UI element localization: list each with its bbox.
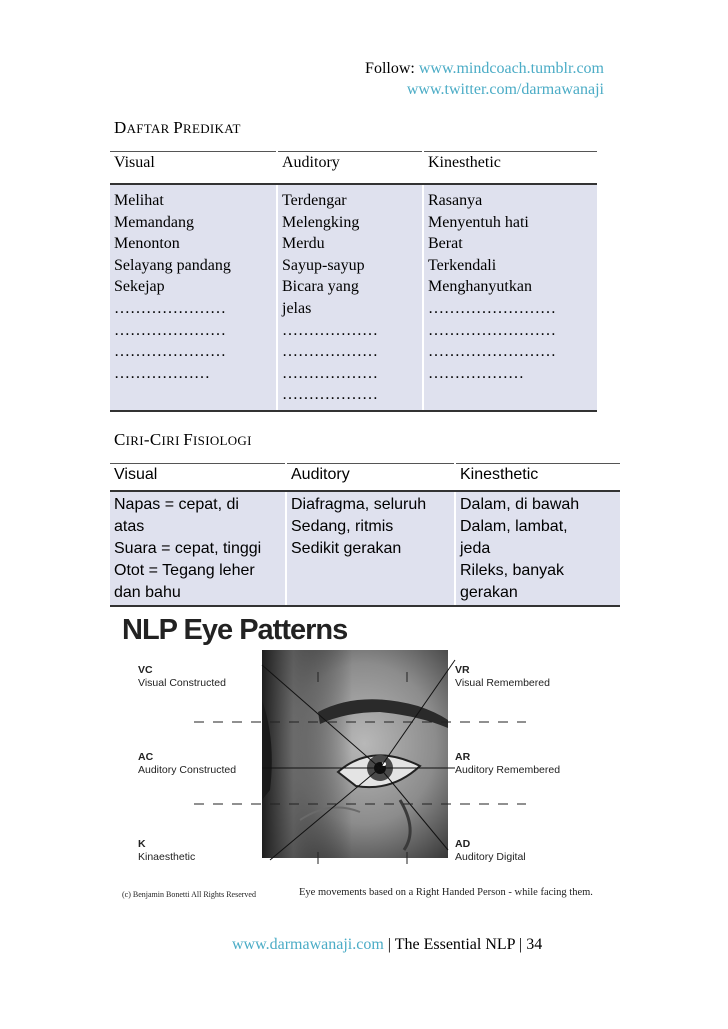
column-header-kinesthetic: Kinesthetic xyxy=(455,464,620,492)
figure-title: NLP Eye Patterns xyxy=(122,614,348,646)
column-header-kinesthetic: Kinesthetic xyxy=(423,152,597,185)
footer-link[interactable]: www.darmawanaji.com xyxy=(232,936,384,953)
label-auditory-constructed: AC Auditory Constructed xyxy=(138,751,237,776)
label-kinaesthetic: K Kinaesthetic xyxy=(138,838,196,863)
auditory-physiology: Diafragma, seluruh Sedang, ritmis Sedikit gerakan xyxy=(286,491,455,606)
label-auditory-remembered: AR Auditory Remembered xyxy=(455,751,561,776)
visual-physiology: Napas = cepat, di atas Suara = cepat, tinggi Otot = Tegang leher dan bahu xyxy=(110,491,286,606)
column-header-visual: Visual xyxy=(110,152,277,185)
column-header-visual: Visual xyxy=(110,464,286,492)
auditory-predicates: Terdengar Melengking Merdu Sayup-sayup Bicara yang jelas ……………… ……………… ……………… ……………… xyxy=(277,184,423,411)
section-title-ciri-fisiologi: CIRI-CIRI FISIOLOGI xyxy=(114,430,252,449)
mindcoach-link[interactable]: www.mindcoach.tumblr.com xyxy=(418,60,604,77)
label-auditory-digital: AD Auditory Digital xyxy=(455,838,526,863)
kinesthetic-physiology: Dalam, di bawah Dalam, lambat, jeda Rileks, banyak gerakan xyxy=(455,491,620,606)
twitter-link[interactable]: www.twitter.com/darmawanaji xyxy=(406,81,604,98)
footer-text: | The Essential NLP | 34 xyxy=(383,936,543,953)
figure-caption: Eye movements based on a Right Handed Person - while facing them. xyxy=(299,887,593,898)
page-footer xyxy=(232,936,542,954)
column-header-auditory: Auditory xyxy=(286,464,455,492)
follow-label: Follow: xyxy=(365,60,419,77)
kinesthetic-predicates: Rasanya Menyentuh hati Berat Terkendali Menghanyutkan …………………… …………………… …………………… ……………… xyxy=(423,184,597,411)
label-visual-constructed: VC Visual Constructed xyxy=(138,664,226,689)
figure-copyright: (c) Benjamin Bonetti All Rights Reserved xyxy=(122,890,256,899)
column-header-auditory: Auditory xyxy=(277,152,423,185)
face-photo xyxy=(262,650,448,858)
visual-predicates: Melihat Memandang Menonton Selayang pandang Sekejap ………………… ………………… ………………… ……………… xyxy=(110,184,277,411)
label-visual-remembered: VR Visual Remembered xyxy=(455,664,550,689)
section-title-daftar-predikat: DAFTAR PREDIKAT xyxy=(114,118,241,137)
